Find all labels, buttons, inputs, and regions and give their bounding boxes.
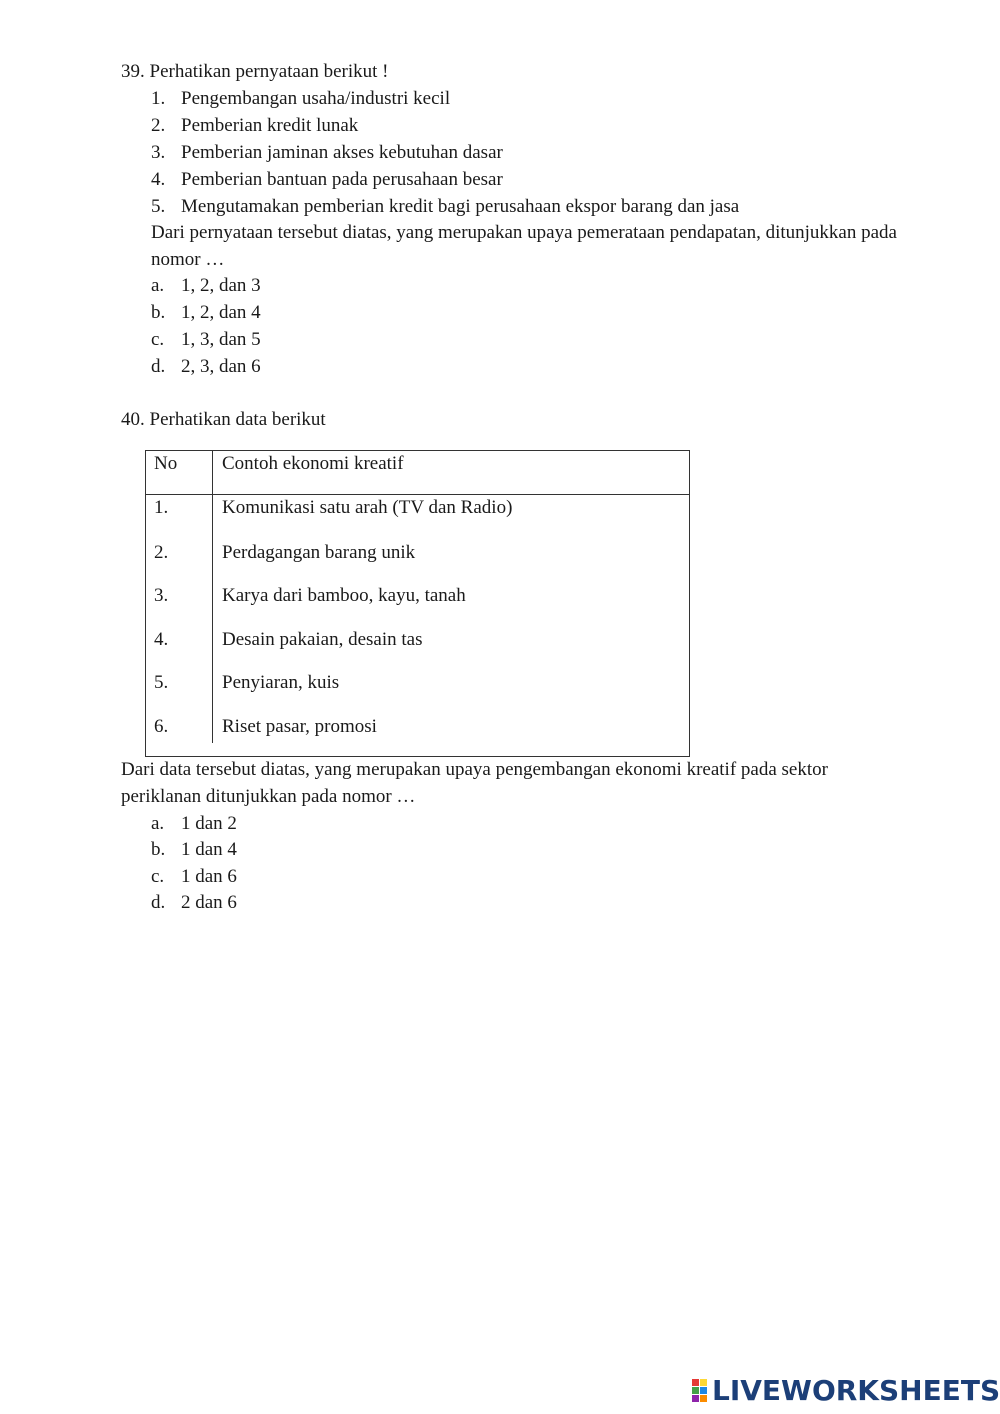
q40-option-b[interactable]: 1 dan 4 — [181, 839, 237, 860]
table-cell-no: 1. — [154, 497, 169, 518]
logo-block — [700, 1395, 707, 1402]
q40-option-letter[interactable]: a. — [151, 813, 165, 834]
q40-option-letter[interactable]: b. — [151, 839, 166, 860]
creative-economy-table — [145, 450, 690, 743]
table-row — [145, 539, 690, 583]
logo-block — [700, 1387, 707, 1394]
q39-option-c[interactable]: 1, 3, dan 5 — [181, 329, 261, 350]
q39-question-text: Dari pernyataan tersebut diatas, yang merupakan upaya pemerataan pendapatan, ditunjukkan pada — [151, 222, 897, 243]
table-cell-no: 5. — [154, 672, 169, 693]
q39-statement-num: 4. — [151, 169, 166, 190]
table-cell-no: 4. — [154, 628, 169, 650]
table-cell-text: Penyiaran, kuis — [222, 672, 340, 693]
q39-option-letter[interactable]: d. — [151, 356, 166, 377]
table-cell-no: 2. — [154, 541, 169, 563]
table-header-no: No — [154, 453, 178, 474]
table-header-row — [145, 450, 690, 495]
q39-statement-text: Pengembangan usaha/industri kecil — [181, 88, 451, 109]
logo-block — [700, 1379, 707, 1386]
liveworksheets-logo-text: LIVEWORKSHEETS — [712, 1373, 1000, 1407]
logo-block — [692, 1379, 699, 1386]
question-39-title: 39. Perhatikan pernyataan berikut ! — [121, 61, 389, 82]
table-cell-text: Riset pasar, promosi — [222, 715, 377, 737]
logo-block — [692, 1395, 699, 1402]
q39-statement-num: 5. — [151, 196, 166, 217]
table-cell-text: Karya dari bamboo, kayu, tanah — [222, 585, 466, 606]
q39-option-d[interactable]: 2, 3, dan 6 — [181, 356, 261, 377]
table-row — [145, 582, 690, 626]
q40-question-text: Dari data tersebut diatas, yang merupakan upaya pengembangan ekonomi kreatif pada sektor — [121, 759, 828, 780]
q39-statement-num: 3. — [151, 142, 166, 163]
q39-option-b[interactable]: 1, 2, dan 4 — [181, 302, 261, 323]
table-header-example: Contoh ekonomi kreatif — [222, 453, 404, 474]
q39-option-letter[interactable]: c. — [151, 329, 165, 350]
table-cell-no: 6. — [154, 715, 169, 737]
table-row — [145, 495, 690, 539]
q39-option-letter[interactable]: b. — [151, 302, 166, 323]
q40-option-letter[interactable]: d. — [151, 892, 166, 913]
q39-statement-text: Mengutamakan pemberian kredit bagi perusahaan ekspor barang dan jasa — [181, 196, 740, 217]
q39-statement-text: Pemberian kredit lunak — [181, 115, 359, 136]
table-cell-no: 3. — [154, 585, 169, 606]
q39-option-a[interactable]: 1, 2, dan 3 — [181, 275, 261, 296]
q40-option-letter[interactable]: c. — [151, 866, 165, 887]
q40-option-d[interactable]: 2 dan 6 — [181, 892, 237, 913]
q39-statement-num: 1. — [151, 88, 166, 109]
q40-option-a[interactable]: 1 dan 2 — [181, 813, 237, 834]
q39-statement-text: Pemberian bantuan pada perusahaan besar — [181, 169, 503, 190]
q39-option-letter[interactable]: a. — [151, 275, 165, 296]
q40-option-c[interactable]: 1 dan 6 — [181, 866, 237, 887]
question-40-title: 40. Perhatikan data berikut — [121, 409, 326, 430]
table-cell-text: Komunikasi satu arah (TV dan Radio) — [222, 497, 513, 518]
q40-question-text-cont: periklanan ditunjukkan pada nomor … — [121, 786, 416, 807]
table-cell-text: Perdagangan barang unik — [222, 541, 416, 563]
table-row — [145, 626, 690, 670]
table-cell-text: Desain pakaian, desain tas — [222, 628, 423, 650]
q39-statement-text: Pemberian jaminan akses kebutuhan dasar — [181, 142, 503, 163]
table-row — [145, 713, 690, 743]
liveworksheets-logo-icon — [692, 1379, 707, 1402]
q39-question-text-cont: nomor … — [151, 249, 225, 270]
liveworksheets-logo[interactable] — [692, 1373, 1000, 1407]
logo-block — [692, 1387, 699, 1394]
table-row — [145, 669, 690, 713]
q39-statement-num: 2. — [151, 115, 166, 136]
